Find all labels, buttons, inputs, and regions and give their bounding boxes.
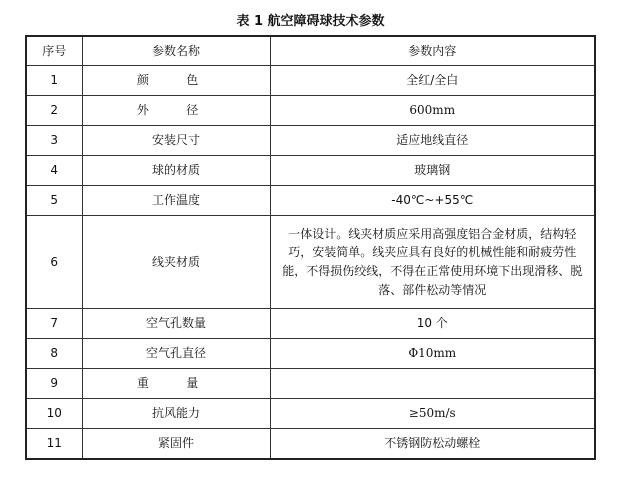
row-name: 外 径 xyxy=(82,96,270,126)
row-no: 7 xyxy=(26,309,82,339)
row-no: 9 xyxy=(26,369,82,399)
spec-table xyxy=(25,35,596,460)
table-caption: 表 1 航空障碍球技术参数 xyxy=(236,14,385,29)
table-row xyxy=(26,96,595,126)
row-no: 6 xyxy=(26,216,82,309)
table-row xyxy=(26,309,595,339)
row-name: 线夹材质 xyxy=(82,216,270,309)
row-content: 不锈钢防松动螺栓 xyxy=(270,429,595,459)
header-content: 参数内容 xyxy=(270,36,595,66)
row-name: 紧固件 xyxy=(82,429,270,459)
table-row xyxy=(26,186,595,216)
table-row xyxy=(26,369,595,399)
table-row xyxy=(26,216,595,309)
header-name: 参数名称 xyxy=(82,36,270,66)
row-name: 重 量 xyxy=(82,369,270,399)
row-name: 工作温度 xyxy=(82,186,270,216)
row-name: 抗风能力 xyxy=(82,399,270,429)
row-no: 1 xyxy=(26,66,82,96)
row-content: 10 个 xyxy=(270,309,595,339)
row-name: 球的材质 xyxy=(82,156,270,186)
row-content: -40℃~+55℃ xyxy=(270,186,595,216)
row-content: Φ10mm xyxy=(270,339,595,369)
table-row xyxy=(26,429,595,459)
table-row xyxy=(26,126,595,156)
row-content: 一体设计。线夹材质应采用高强度铝合金材质，结构轻巧，安装简单。线夹应具有良好的机械性能和耐疲劳性能，不得损伤绞线，不得在正常使用环境下出现滑移、脱落、部件松动等情况 xyxy=(270,216,595,309)
row-content: ≥50m/s xyxy=(270,399,595,429)
row-content: 600mm xyxy=(270,96,595,126)
row-no: 8 xyxy=(26,339,82,369)
table-row xyxy=(26,399,595,429)
row-no: 5 xyxy=(26,186,82,216)
row-no: 11 xyxy=(26,429,82,459)
table-row xyxy=(26,66,595,96)
row-no: 10 xyxy=(26,399,82,429)
row-content: 适应地线直径 xyxy=(270,126,595,156)
row-name: 安装尺寸 xyxy=(82,126,270,156)
table-row xyxy=(26,339,595,369)
table-header-row xyxy=(26,36,595,66)
row-content: 全红/全白 xyxy=(270,66,595,96)
header-no: 序号 xyxy=(26,36,82,66)
row-content: 玻璃钢 xyxy=(270,156,595,186)
row-content xyxy=(270,369,595,399)
row-no: 3 xyxy=(26,126,82,156)
table-row xyxy=(26,156,595,186)
row-name: 空气孔直径 xyxy=(82,339,270,369)
row-name: 空气孔数量 xyxy=(82,309,270,339)
row-name: 颜 色 xyxy=(82,66,270,96)
row-no: 4 xyxy=(26,156,82,186)
row-no: 2 xyxy=(26,96,82,126)
